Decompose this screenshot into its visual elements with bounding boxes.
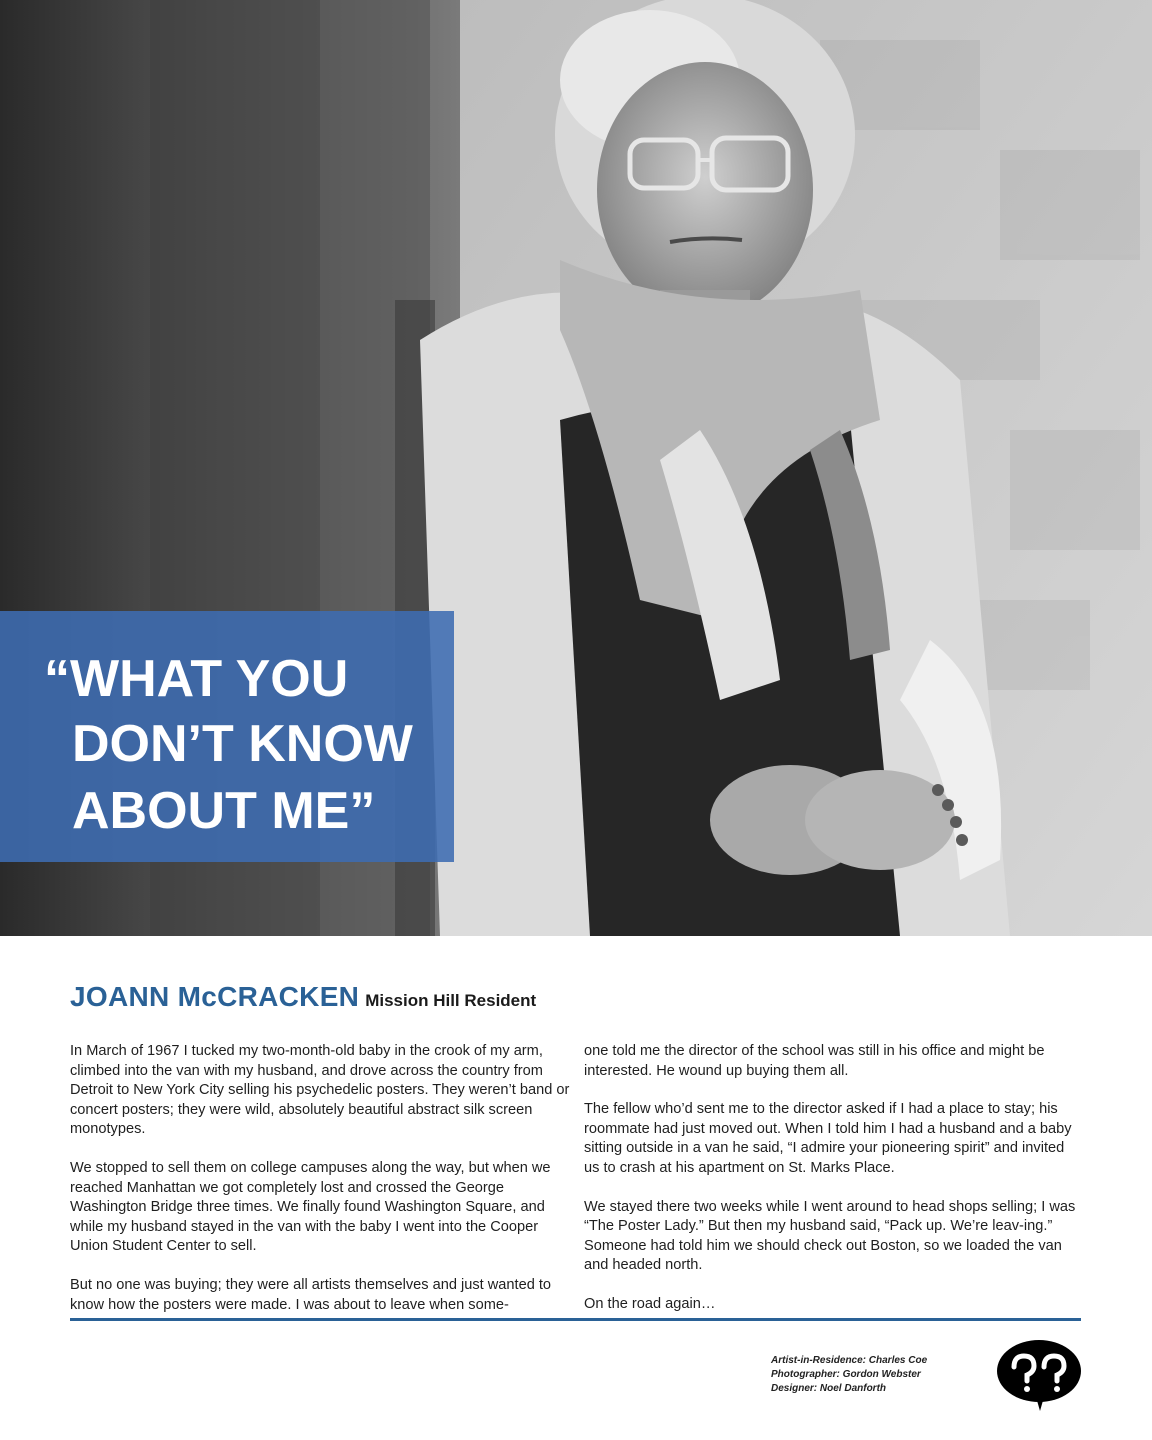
story-paragraph: We stopped to sell them on college campuses along the way, but when we reached Manhattan we got completely lost and crossed the George Washington Bridge three times. We finally found Washington Square, and while my husband stayed in the van with the baby I went into the Cooper Union Student Center to sell. xyxy=(70,1159,551,1255)
story-paragraph: But no one was buying; they were all artists themselves and just wanted to know how the posters were made. I was about to leave when some- xyxy=(70,1276,552,1313)
credit-artist: Artist-in-Residence: Charles Coe xyxy=(771,1355,928,1366)
quote-line-3: ABOUT ME” xyxy=(72,782,376,840)
quote-line-1: “WHAT YOU xyxy=(44,650,349,708)
credit-photographer: Photographer: Gordon Webster xyxy=(771,1369,921,1380)
story-column-right xyxy=(584,1042,1082,1334)
person-name: JOANN McCRACKEN xyxy=(70,981,360,1012)
story-paragraph: We stayed there two weeks while I went around to head shops selling; I was “The Poster Lady.” But then my husband said, “Pack up. We’re leav-ing.” Someone had told him we should check out Boston, so we loaded the van and headed north. xyxy=(584,1198,1076,1274)
credits xyxy=(771,1354,981,1396)
story-paragraph: The fellow who’d sent me to the director asked if I had a place to stay; his roommate had just moved out. When I told him I had a husband and a baby sitting outside in a van he said, “I admire your pioneering spirit” and invited us to crash at his apartment on St. Marks Place. xyxy=(584,1101,1072,1176)
person-heading xyxy=(70,981,536,1013)
story-column-left xyxy=(70,1042,570,1334)
person-role: Mission Hill Resident xyxy=(365,991,537,1010)
divider-rule xyxy=(70,1318,1081,1321)
speech-bubble-logo-icon xyxy=(996,1339,1082,1411)
quote-line-2: DON’T KNOW xyxy=(72,715,413,773)
story-paragraph: In March of 1967 I tucked my two-month-old baby in the crook of my arm, climbed into the van with my husband, and drove across the country from Detroit to New York City selling his psychedelic posters. They weren’t band or concert posters; they were wild, absolutely beautiful abstract silk screen monotypes. xyxy=(70,1043,570,1138)
story-paragraph: On the road again… xyxy=(584,1295,716,1312)
story-paragraph: one told me the director of the school was still in his office and might be interested. He wound up buying them all. xyxy=(584,1043,1045,1079)
credit-designer: Designer: Noel Danforth xyxy=(771,1383,887,1394)
